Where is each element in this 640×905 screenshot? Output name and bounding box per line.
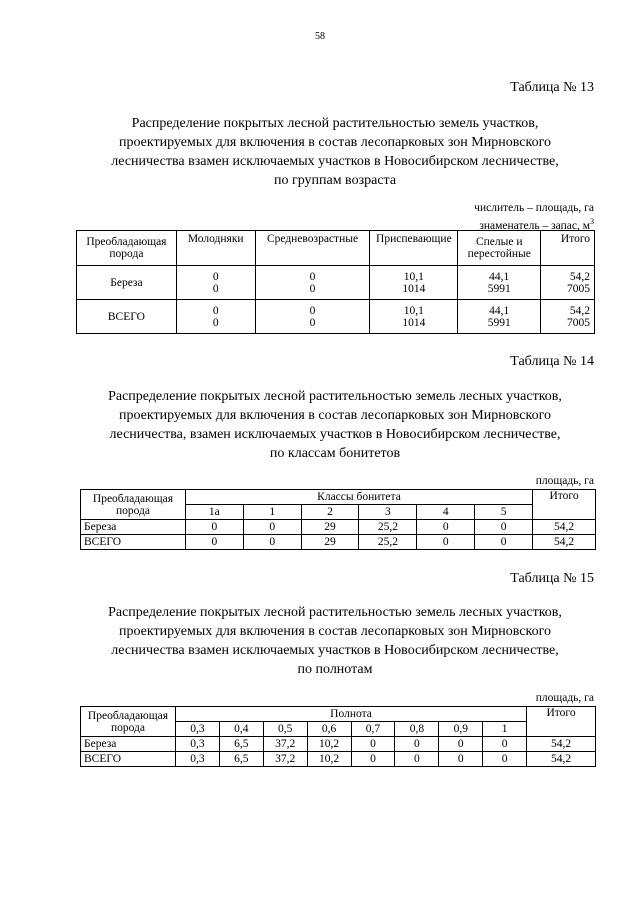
table-cell: 0 xyxy=(483,737,527,752)
table-cell: 0 xyxy=(185,535,243,550)
row-label: Береза xyxy=(77,266,177,300)
header-cell: Преобладающая порода xyxy=(81,490,186,520)
table-cell: 10,2 xyxy=(307,737,351,752)
table-15-name: Таблица № 15 xyxy=(510,571,594,586)
table-cell: 6,5 xyxy=(219,737,263,752)
table-cell: 6,5 xyxy=(219,752,263,767)
table-row xyxy=(81,535,596,550)
table-13-name: Таблица № 13 xyxy=(510,80,594,95)
table-15-header-row xyxy=(81,707,596,722)
caption-line: по классам бонитетов xyxy=(269,446,401,461)
table-cell: 0 xyxy=(439,737,483,752)
table-cell: 0,3 xyxy=(175,752,219,767)
header-cell: Преобладающая порода xyxy=(81,707,176,737)
table-cell: 44,1 5991 xyxy=(458,300,541,334)
unit-line-1: числитель – площадь, га xyxy=(474,202,594,214)
table-cell: 25,2 xyxy=(359,520,417,535)
table-cell: 0,3 xyxy=(175,737,219,752)
table-13-caption xyxy=(70,114,600,190)
table-cell: 29 xyxy=(301,520,359,535)
class-header: 0,9 xyxy=(439,722,483,737)
table-cell: 0 xyxy=(417,535,475,550)
header-cell: Средневозрастные xyxy=(255,231,370,266)
table-cell: 0 xyxy=(475,520,533,535)
row-label: ВСЕГО xyxy=(77,300,177,334)
header-group: Классы бонитета xyxy=(185,490,532,505)
row-label: Береза xyxy=(81,520,186,535)
class-header: 3 xyxy=(359,505,417,520)
header-cell: Преобладающая порода xyxy=(77,231,177,266)
table-cell: 0 xyxy=(475,535,533,550)
class-header: 0,4 xyxy=(219,722,263,737)
class-header: 0,7 xyxy=(351,722,395,737)
table-15 xyxy=(80,706,596,767)
table-cell: 54,2 xyxy=(527,752,596,767)
table-cell: 37,2 xyxy=(263,752,307,767)
class-header: 4 xyxy=(417,505,475,520)
table-14-caption xyxy=(70,387,600,463)
caption-line: проектируемых для включения в состав лесопарковых зон Мирновского xyxy=(119,624,551,639)
row-label: ВСЕГО xyxy=(81,752,176,767)
table-cell: 54,2 xyxy=(533,520,596,535)
table-row xyxy=(81,752,596,767)
caption-line: Распределение покрытых лесной растительностью земель лесных участков, xyxy=(108,389,562,404)
table-15-caption xyxy=(70,603,600,679)
table-cell: 0 xyxy=(417,520,475,535)
table-row xyxy=(81,737,596,752)
table-cell: 54,2 xyxy=(527,737,596,752)
table-14-name: Таблица № 14 xyxy=(510,354,594,369)
table-row xyxy=(81,520,596,535)
table-cell: 10,1 1014 xyxy=(370,266,458,300)
page-number: 58 xyxy=(315,31,325,42)
table-cell: 0 xyxy=(185,520,243,535)
table-cell: 25,2 xyxy=(359,535,417,550)
caption-line: по группам возраста xyxy=(273,173,397,188)
class-header: 0,3 xyxy=(175,722,219,737)
header-group: Полнота xyxy=(175,707,526,722)
caption-line: проектируемых для включения в состав лесопарковых зон Мирновского xyxy=(119,408,551,423)
class-header: 5 xyxy=(475,505,533,520)
table-cell: 0 xyxy=(351,737,395,752)
class-header: 2 xyxy=(301,505,359,520)
header-cell: Итого xyxy=(533,490,596,520)
class-header: 1 xyxy=(243,505,301,520)
class-header: 1 xyxy=(483,722,527,737)
class-header: 0,6 xyxy=(307,722,351,737)
row-label: ВСЕГО xyxy=(81,535,186,550)
table-row xyxy=(77,266,595,300)
caption-line: лесничества взамен исключаемых участков в Новосибирском лесничестве, xyxy=(111,643,559,658)
caption-line: проектируемых для включения в состав лесопарковых зон Мирновского xyxy=(119,135,551,150)
class-header: 0,5 xyxy=(263,722,307,737)
table-15-unit: площадь, га xyxy=(535,692,594,704)
caption-line: Распределение покрытых лесной растительностью земель участков, xyxy=(131,116,539,131)
caption-line: Распределение покрытых лесной растительностью земель лесных участков, xyxy=(108,605,562,620)
table-14-unit: площадь, га xyxy=(535,475,594,487)
table-cell: 37,2 xyxy=(263,737,307,752)
table-cell: 0 xyxy=(483,752,527,767)
unit-line-2: знаменатель – запас, $м^3$ xyxy=(479,217,594,232)
table-cell: 54,2 xyxy=(533,535,596,550)
header-cell: Итого xyxy=(541,231,595,266)
table-13 xyxy=(76,230,595,334)
table-cell: 0 0 xyxy=(255,266,370,300)
table-row xyxy=(77,300,595,334)
table-cell: 54,2 7005 xyxy=(541,300,595,334)
class-header: 0,8 xyxy=(395,722,439,737)
table-cell: 0 xyxy=(351,752,395,767)
table-14 xyxy=(80,489,596,550)
table-cell: 10,2 xyxy=(307,752,351,767)
caption-line: по полнотам xyxy=(297,662,373,677)
table-cell: 10,1 1014 xyxy=(370,300,458,334)
row-label: Береза xyxy=(81,737,176,752)
table-13-unit xyxy=(474,201,594,233)
header-cell: Спелые и перестойные xyxy=(458,231,541,266)
header-cell: Молодняки xyxy=(176,231,255,266)
table-cell: 44,1 5991 xyxy=(458,266,541,300)
header-cell: Приспевающие xyxy=(370,231,458,266)
table-cell: 0 0 xyxy=(176,266,255,300)
table-cell: 0 xyxy=(243,535,301,550)
table-cell: 0 xyxy=(395,752,439,767)
table-cell: 0 0 xyxy=(255,300,370,334)
class-header: 1а xyxy=(185,505,243,520)
table-cell: 0 xyxy=(439,752,483,767)
caption-line: лесничества, взамен исключаемых участков в Новосибирском лесничестве, xyxy=(109,427,561,442)
caption-line: лесничества взамен исключаемых участков в Новосибирском лесничестве, xyxy=(111,154,559,169)
table-cell: 0 xyxy=(395,737,439,752)
header-cell: Итого xyxy=(527,707,596,737)
table-14-header-row xyxy=(81,490,596,505)
table-cell: 54,2 7005 xyxy=(541,266,595,300)
table-cell: 0 xyxy=(243,520,301,535)
table-cell: 0 0 xyxy=(176,300,255,334)
table-cell: 29 xyxy=(301,535,359,550)
table-13-header-row xyxy=(77,231,595,266)
